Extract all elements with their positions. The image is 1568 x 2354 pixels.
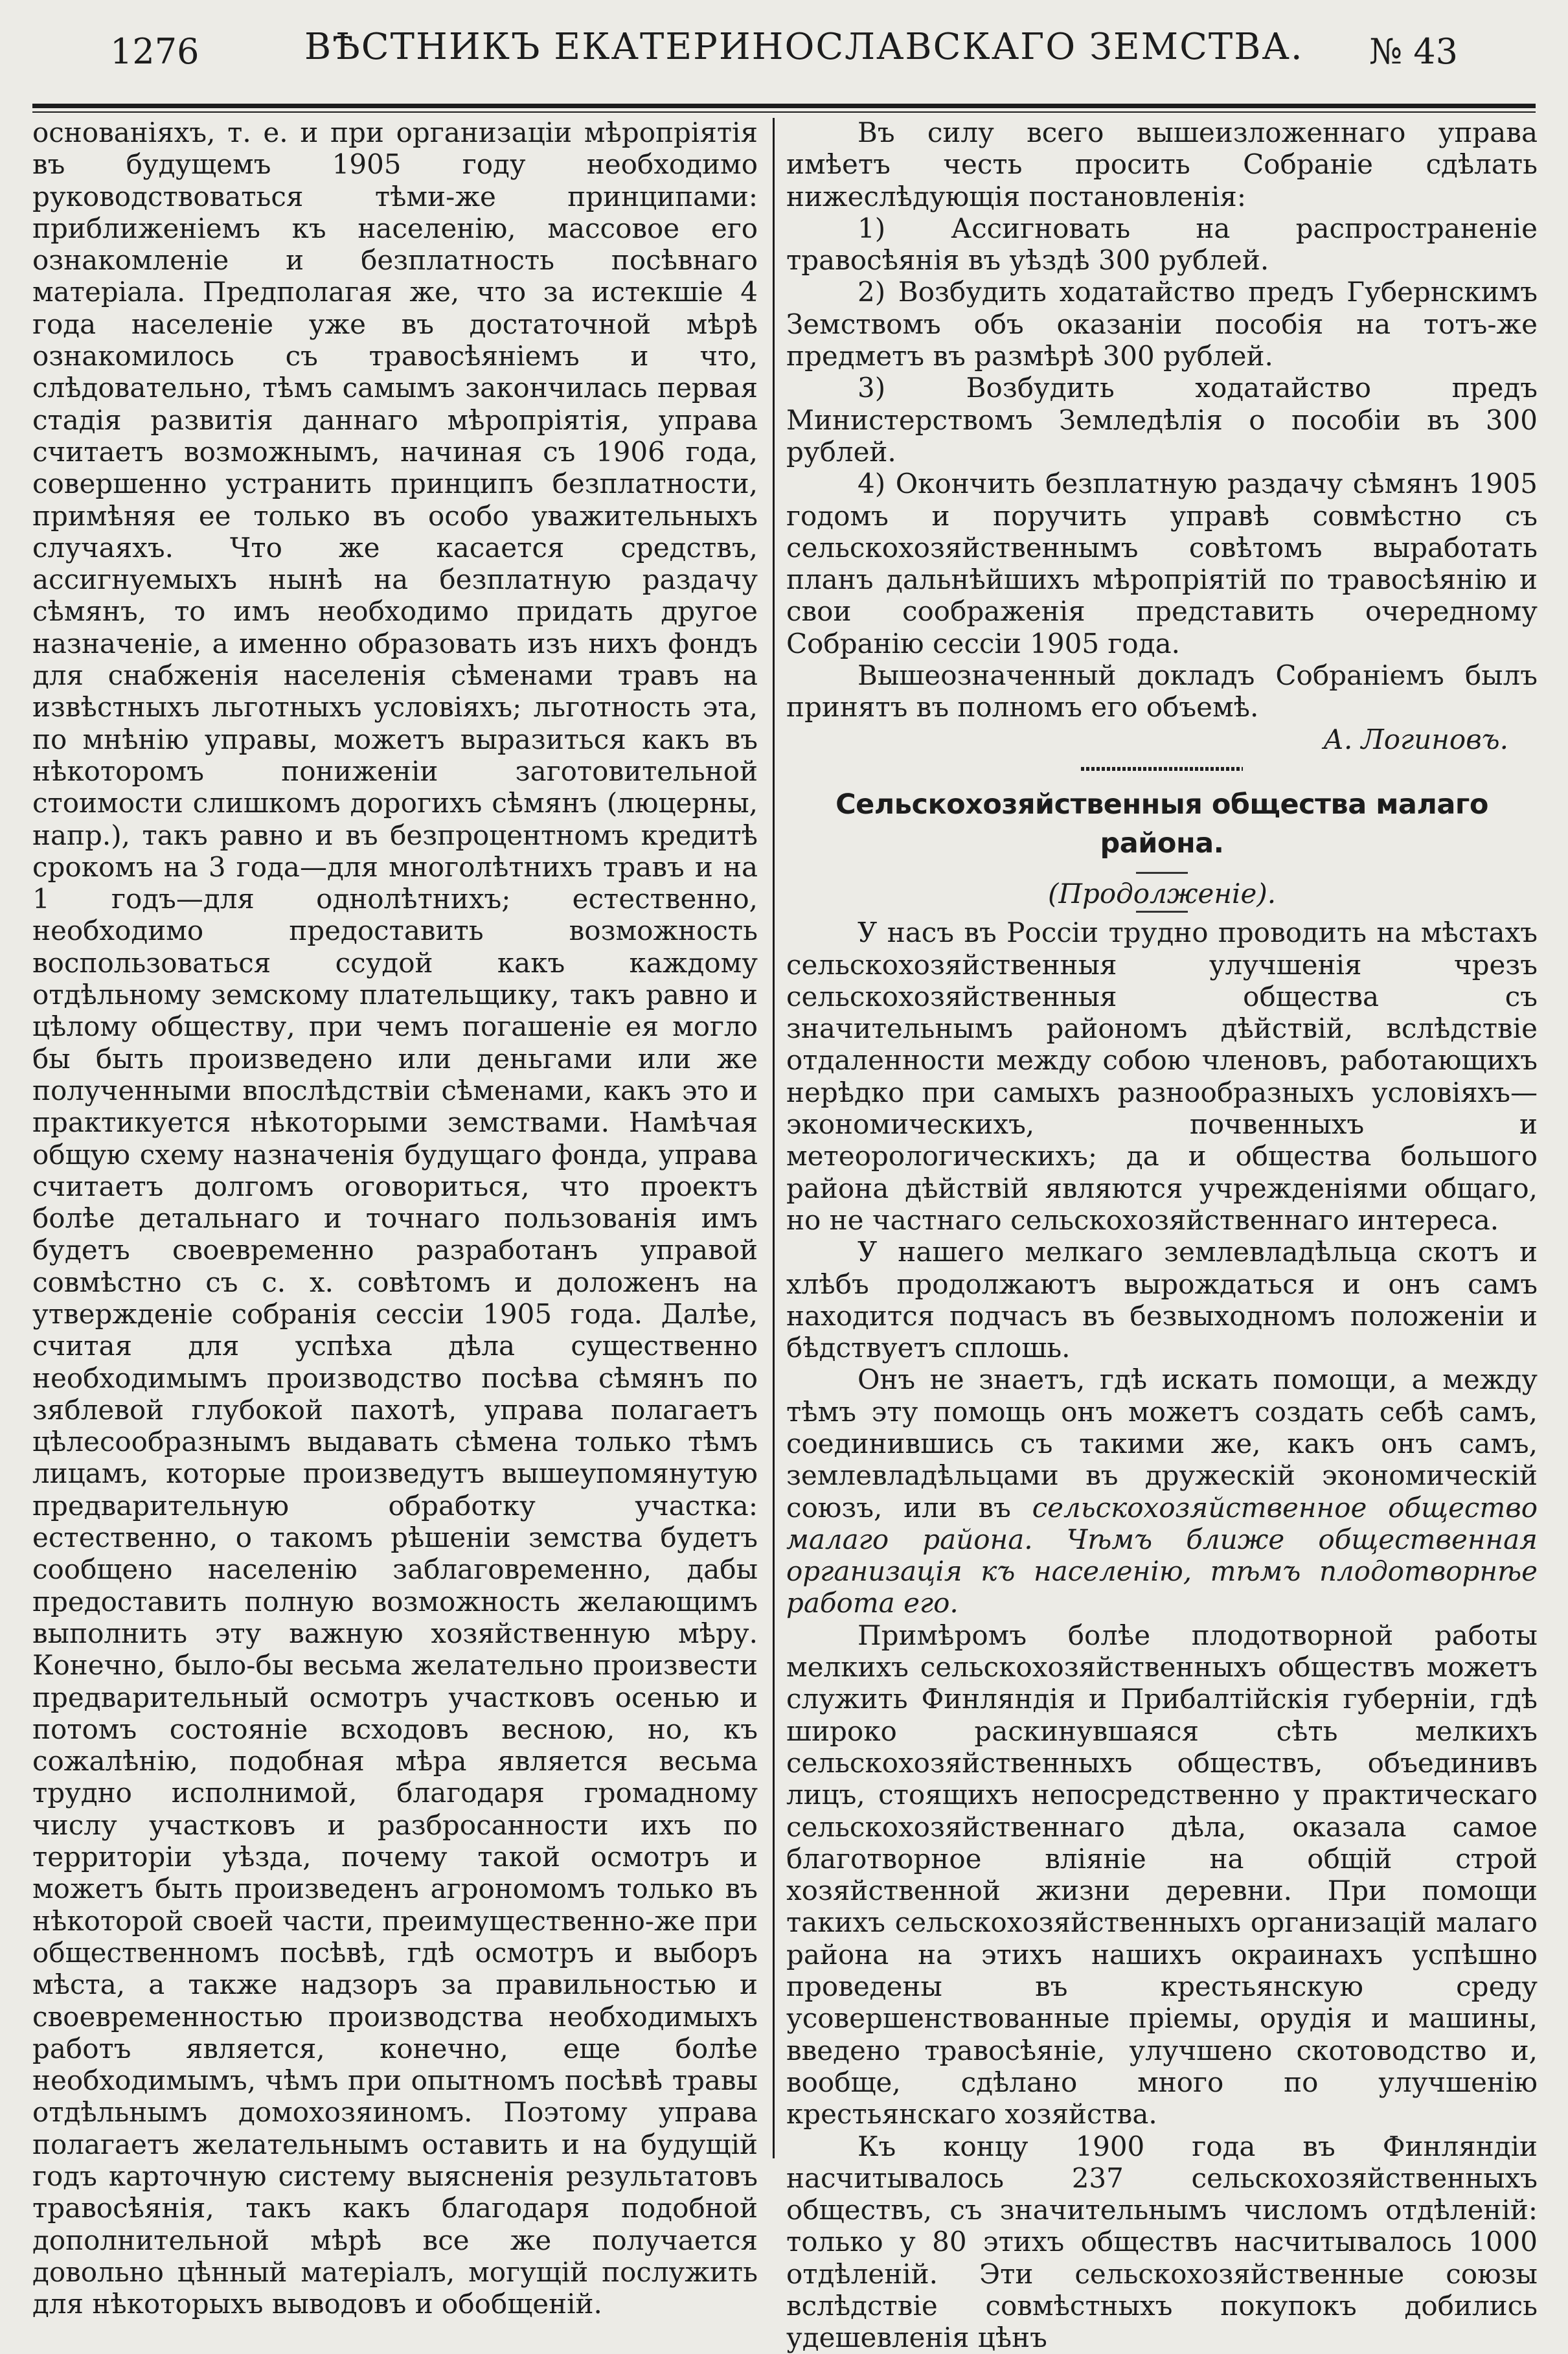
conclusion-paragraph: Вышеозначенный докладъ Собраніемъ былъ принятъ въ полномъ его объемѣ. bbox=[786, 659, 1538, 724]
column-divider bbox=[773, 118, 775, 2158]
article-subtitle: (Продолженіе). bbox=[1047, 877, 1277, 909]
short-rule-top bbox=[1136, 872, 1188, 874]
article-title: Сельскохозяйственныя общества малаго района. bbox=[835, 788, 1488, 860]
article-paragraph-3-text: Онъ не знаетъ, гдѣ искать помощи, а между тѣмъ эту помощь онъ можетъ создать себѣ самъ, соединившись съ такими же, какъ онъ самъ, землевладѣльцами въ дружескій экономическій союзъ, или въ bbox=[786, 1364, 1538, 1524]
issue-number: № 43 bbox=[1369, 31, 1458, 72]
page-number: 1276 bbox=[110, 31, 199, 72]
resolution-item-1: 1) Ассигновать на распространеніе травосѣянія въ уѣздѣ 300 рублей. bbox=[786, 212, 1538, 277]
resolution-item-2: 2) Возбудить ходатайство предъ Губернскимъ Земствомъ объ оказаніи пособія на тотъ-же предметъ въ размѣрѣ 300 рублей. bbox=[786, 276, 1538, 372]
article-paragraph-3-italic: сельскохозяйственное общество малаго района. Чѣмъ ближе общественная организація къ населенію, тѣмъ плодотворнѣе работа его. bbox=[786, 1491, 1538, 1619]
journal-title: ВѢСТНИКЪ ЕКАТЕРИНОСЛАВСКАГО ЗЕМСТВА. bbox=[304, 26, 1304, 68]
resolution-intro: Въ силу всего вышеизложеннаго управа имѣетъ честь просить Собраніе сдѣлать нижеслѣдующія постановленія: bbox=[786, 117, 1538, 212]
article-paragraph-1: У насъ въ Россіи трудно проводить на мѣстахъ сельскохозяйственныя улучшенія чрезъ сельскохозяйственныя общества съ значительнымъ райономъ дѣйствій, вслѣдствіе отдаленности между собою членовъ, работающихъ нерѣдко при самыхъ разнообразныхъ условіяхъ—экономическихъ, почвенныхъ и метеорологическихъ; да и общества большого района дѣйствій являются учрежденіями общаго, но не частнаго сельскохозяйственнаго интереса. bbox=[786, 917, 1538, 1236]
short-rule-bottom bbox=[1136, 911, 1188, 913]
resolution-item-3: 3) Возбудить ходатайство предъ Министерствомъ Земледѣлія о пособіи въ 300 рублей. bbox=[786, 372, 1538, 468]
header-rule-thin bbox=[32, 111, 1536, 113]
right-column bbox=[786, 117, 1538, 2354]
article-paragraph-3 bbox=[786, 1364, 1538, 1619]
left-paragraph: основаніяхъ, т. е. и при организаціи мѣропріятія въ будущемъ 1905 году необходимо руководствоваться тѣми-же принципами: приближеніемъ къ населенію, массовое его ознакомленіе и безплатность посѣвнаго матеріала. Предполагая же, что за истекшіе 4 года населеніе уже въ достаточной мѣрѣ ознакомилось съ травосѣяніемъ и что, слѣдовательно, тѣмъ самымъ закончилась первая стадія развитія даннаго мѣропріятія, управа считаетъ возможнымъ, начиная съ 1906 года, совершенно устранить принципъ безплатности, примѣняя ее только въ особо уважительныхъ случаяхъ. Что же касается средствъ, ассигнуемыхъ нынѣ на безплатную раздачу сѣмянъ, то имъ необходимо придать другое назначеніе, а именно образовать изъ нихъ фондъ для снабженія населенія сѣменами травъ на извѣстныхъ льготныхъ условіяхъ; льготность эта, по мнѣнію управы, можетъ выразиться какъ въ нѣкоторомъ пониженіи заготовительной стоимости слишкомъ дорогихъ сѣмянъ (люцерны, напр.), такъ равно и въ безпроцентномъ кредитѣ срокомъ на 3 года—для многолѣтнихъ травъ и на 1 годъ—для однолѣтнихъ; естественно, необходимо предоставить возможность воспользоваться ссудой какъ каждому отдѣльному земскому плательщику, такъ равно и цѣлому обществу, при чемъ погашеніе ея могло бы быть произведено или деньгами или же полученными впослѣдствіи сѣменами, какъ это и практикуется нѣкоторыми земствами. Намѣчая общую схему назначенія будущаго фонда, управа считаетъ долгомъ оговориться, что проектъ болѣе детальнаго и точнаго пользованія имъ будетъ своевременно разработанъ управой совмѣстно съ с. х. совѣтомъ и доложенъ на утвержденіе собранія сессіи 1905 года. Далѣе, считая для успѣха дѣла существенно необходимымъ производство посѣва сѣмянъ по зяблевой глубокой пахотѣ, управа полагаетъ цѣлесообразнымъ выдавать сѣмена только тѣмъ лицамъ, которые произведутъ вышеупомянутую предварительную обработку участка: естественно, о такомъ рѣшеніи земства будетъ сообщено населенію заблаговременно, дабы предоставить полную возможность желающимъ выполнить эту важную хозяйственную мѣру. Конечно, было-бы весьма желательно произвести предварительный осмотръ участковъ осенью и потомъ состояніе всходовъ весною, но, къ сожалѣнію, подобная мѣра является весьма трудно исполнимой, благодаря громадному числу участковъ и разбросанности ихъ по территоріи уѣзда, почему такой осмотръ и можетъ быть произведенъ агрономомъ только въ нѣкоторой своей части, преимущественно-же при общественномъ посѣвѣ, гдѣ осмотръ и выборъ мѣста, а также надзоръ за правильностью и своевременностью производства необходимыхъ работъ является, конечно, еще болѣе необходимымъ, чѣмъ при опытномъ посѣвѣ травы отдѣльнымъ домохозяиномъ. Поэтому управа полагаетъ желательнымъ оставить и на будущій годъ карточную систему выясненія результатовъ травосѣянія, такъ какъ благодаря подобной дополнительной мѣрѣ все же получается довольно цѣнный матеріалъ, могущій послужить для нѣкоторыхъ выводовъ и обобщеній. bbox=[32, 117, 758, 2320]
left-column bbox=[32, 117, 758, 2320]
section-ornament bbox=[1081, 767, 1243, 771]
resolution-item-4: 4) Окончить безплатную раздачу сѣмянъ 1905 годомъ и поручить управѣ совмѣстно съ сельскохозяйственнымъ совѣтомъ выработать планъ дальнѣйшихъ мѣропріятій по травосѣянію и свои соображенія представить очередному Собранію сессіи 1905 года. bbox=[786, 468, 1538, 659]
article-paragraph-4: Примѣромъ болѣе плодотворной работы мелкихъ сельскохозяйственныхъ обществъ можетъ служить Финляндія и Прибалтійскія губерніи, гдѣ широко раскинувшаяся сѣть мелкихъ сельскохозяйственныхъ обществъ, объединивъ лицъ, стоящихъ непосредственно у практическаго сельскохозяйственнаго дѣла, оказала самое благотворное вліяніе на общій строй хозяйственной жизни деревни. При помощи такихъ сельскохозяйственныхъ организацій малаго района на этихъ нашихъ окраинахъ успѣшно проведены въ крестьянскую среду усовершенствованные пріемы, орудія и машины, введено травосѣяніе, улучшено скотоводство и, вообще, сдѣлано много по улучшенію крестьянскаго хозяйства. bbox=[786, 1619, 1538, 2131]
author-signature: А. Логиновъ. bbox=[1323, 723, 1508, 755]
article-paragraph-5: Къ концу 1900 года въ Финляндіи насчитывалось 237 сельскохозяйственныхъ обществъ, съ значительнымъ числомъ отдѣленій: только у 80 этихъ обществъ насчитывалось 1000 отдѣленій. Эти сельскохозяйственные союзы вслѣдствіе совмѣстныхъ покупокъ добились удешевленія цѣнъ bbox=[786, 2130, 1538, 2354]
header-rule bbox=[32, 104, 1536, 108]
article-paragraph-2: У нашего мелкаго землевладѣльца скотъ и хлѣбъ продолжаютъ вырождаться и онъ самъ находится подчасъ въ безвыходномъ положеніи и бѣдствуетъ сплошь. bbox=[786, 1236, 1538, 1364]
